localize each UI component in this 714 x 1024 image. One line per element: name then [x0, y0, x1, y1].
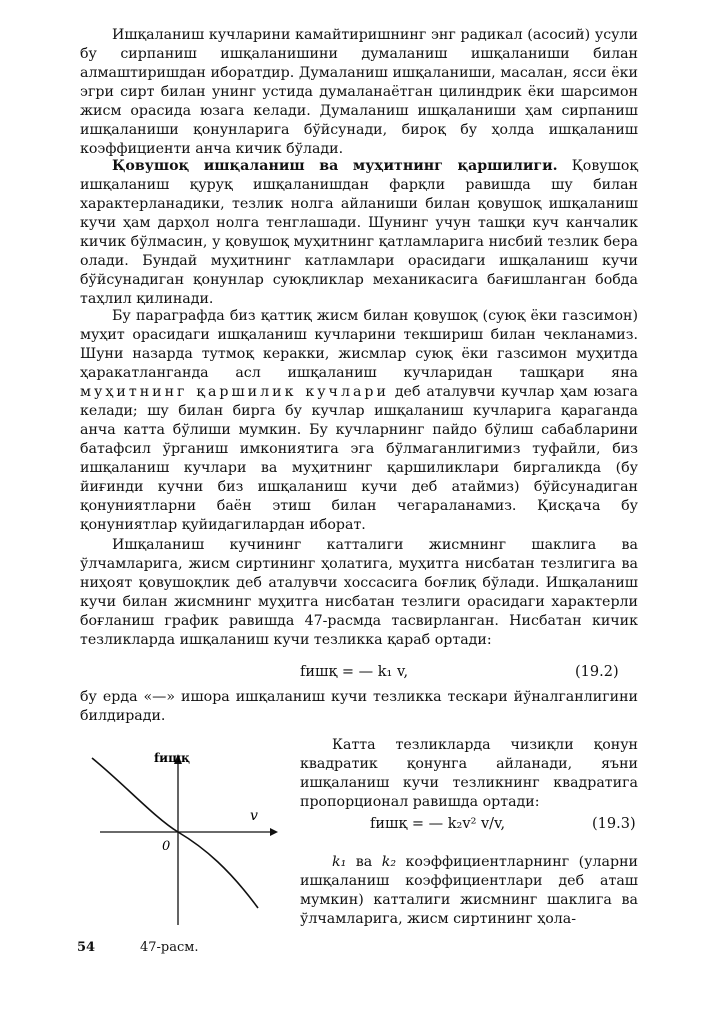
paragraph-friction-dependence: Ишқаланиш кучининг катталиги жисмнинг шаклига ва ўлчамларига, жисм сиртининг ҳолатига, муҳитга нисбатан тезлигига ва ниҳоят қовушоқлик деб аталувчи хоссасига боғлиқ бўлади. Ишқаланиш кучи билан жисмнинг муҳитга нисбатан тезлиги орасидаги характерли боғланиш график равишда 47-расмда тасвирланган. Нисбатан кичик тезликларда ишқаланиш кучи тезликка қараб ортади: [80, 537, 638, 648]
equation-number: (19.2) [575, 664, 619, 680]
equation-19-2: fишқ = — k₁ v, [300, 664, 409, 680]
paragraph-text: Қовушоқ ишқаланиш қуруқ ишқаланишдан фарқли равишда шу билан характерланадики, тезлик нолга айланиши билан қовушоқ ишқаланиш кучи ҳам дарҳол нолга тенглашади. Шунинг учун ташқи куч канчалик кичик бўлмасин, у қовушоқ муҳитнинг қатламларига нисбий тезлик бера олади. Бундай муҳитнинг катламлари орасидаги ишқаланиш кучи бўйсунадиган қонунлар суюқликлар механикасига бағишланган бобда таҳлил қилинади. [80, 158, 638, 307]
paragraph-viscous-friction [80, 157, 638, 309]
page-number: 54 [77, 940, 96, 955]
x-axis-arrow-icon [270, 828, 278, 836]
x-axis-label: v [250, 808, 258, 824]
paragraph-coefficients [300, 853, 638, 929]
paragraph-quadratic-law: Катта тезликларда чизиқли қонун квадратик қонунга айланади, яъни ишқаланиш кучи тезликнинг квадратига пропорционал равишда ортади: [300, 737, 638, 810]
figure-47-graph [80, 740, 290, 940]
section-heading: Қовушоқ ишқаланиш ва муҳитнинг қаршилиги. [112, 158, 558, 174]
paragraph-text: деб аталувчи кучлар ҳам юзага келади; шу билан бирга бу кучлар ишқаланиш кучларига қараганда анча катта бўлиши мумкин. Бу кучларнинг пайдо бўлиш сабабларини батафсил ўрганиш имкониятига эга бўлмаганлигимиз туфайли, биз ишқаланиш кучлари ва муҳитнинг қаршиликлари биргаликда (бу йиғинди кучни биз ишқаланиш кучи деб атаймиз) бўйсунадиган қонуниятларни баён этиш билан чегараланамиз. Қисқача бу қонуниятлар қуйидагилардан иборат. [80, 384, 638, 533]
paragraph-sign-note: бу ерда «—» ишора ишқаланиш кучи тезликка тескари йўналганлигини билдиради. [80, 689, 638, 724]
k1-symbol: k₁ [332, 854, 347, 870]
equation-19-3: fишқ = — k₂v² v/v, [370, 816, 506, 832]
friction-curve [92, 758, 258, 908]
paragraph-rolling-friction: Ишқаланиш кучларини камайтиришнинг энг радикал (асосий) усули бу сирпаниш ишқаланишини думаланиш ишқаланиши билан алмаштиришдан иборатдир. Думаланиш ишқаланиши, масалан, ясси ёки эгри сирт билан унинг устида думаланаётган цилиндрик ёки шарсимон жисм орасида юзага келади. Думаланиш ишқаланиши ҳам сирпаниш ишқаланиши қонунларига бўйсунади, бироқ бу ҳолда ишқаланиш коэффициенти анча кичик бўлади. [80, 27, 638, 157]
equation-number: (19.3) [592, 816, 636, 832]
paragraph-text: ва [346, 854, 382, 870]
paragraph-text: коэффициентларнинг (уларни ишқаланиш коэффициентлари деб аташ мумкин) катталиги жисмнинг шаклига ва ўлчамларига, жисм сиртининг ҳола- [300, 854, 638, 927]
emphasized-term: муҳитнинг қаршилик кучлари [80, 384, 389, 400]
paragraph-medium-resistance [80, 307, 638, 535]
paragraph-text: Бу параграфда биз қаттиқ жисм билан қовушоқ (суюқ ёки газсимон) муҳит орасидаги ишқаланиш кучларини текшириш билан чекланамиз. Шуни назарда тутмоқ керакки, жисмлар суюқ ёки газсимон муҳитда ҳаракатланганда асл ишқаланиш кучларидан ташқари яна [80, 308, 638, 381]
origin-label: 0 [162, 839, 171, 854]
k2-symbol: k₂ [381, 854, 397, 870]
figure-caption: 47-расм. [140, 940, 199, 955]
y-axis-label: fишқ [154, 751, 190, 765]
